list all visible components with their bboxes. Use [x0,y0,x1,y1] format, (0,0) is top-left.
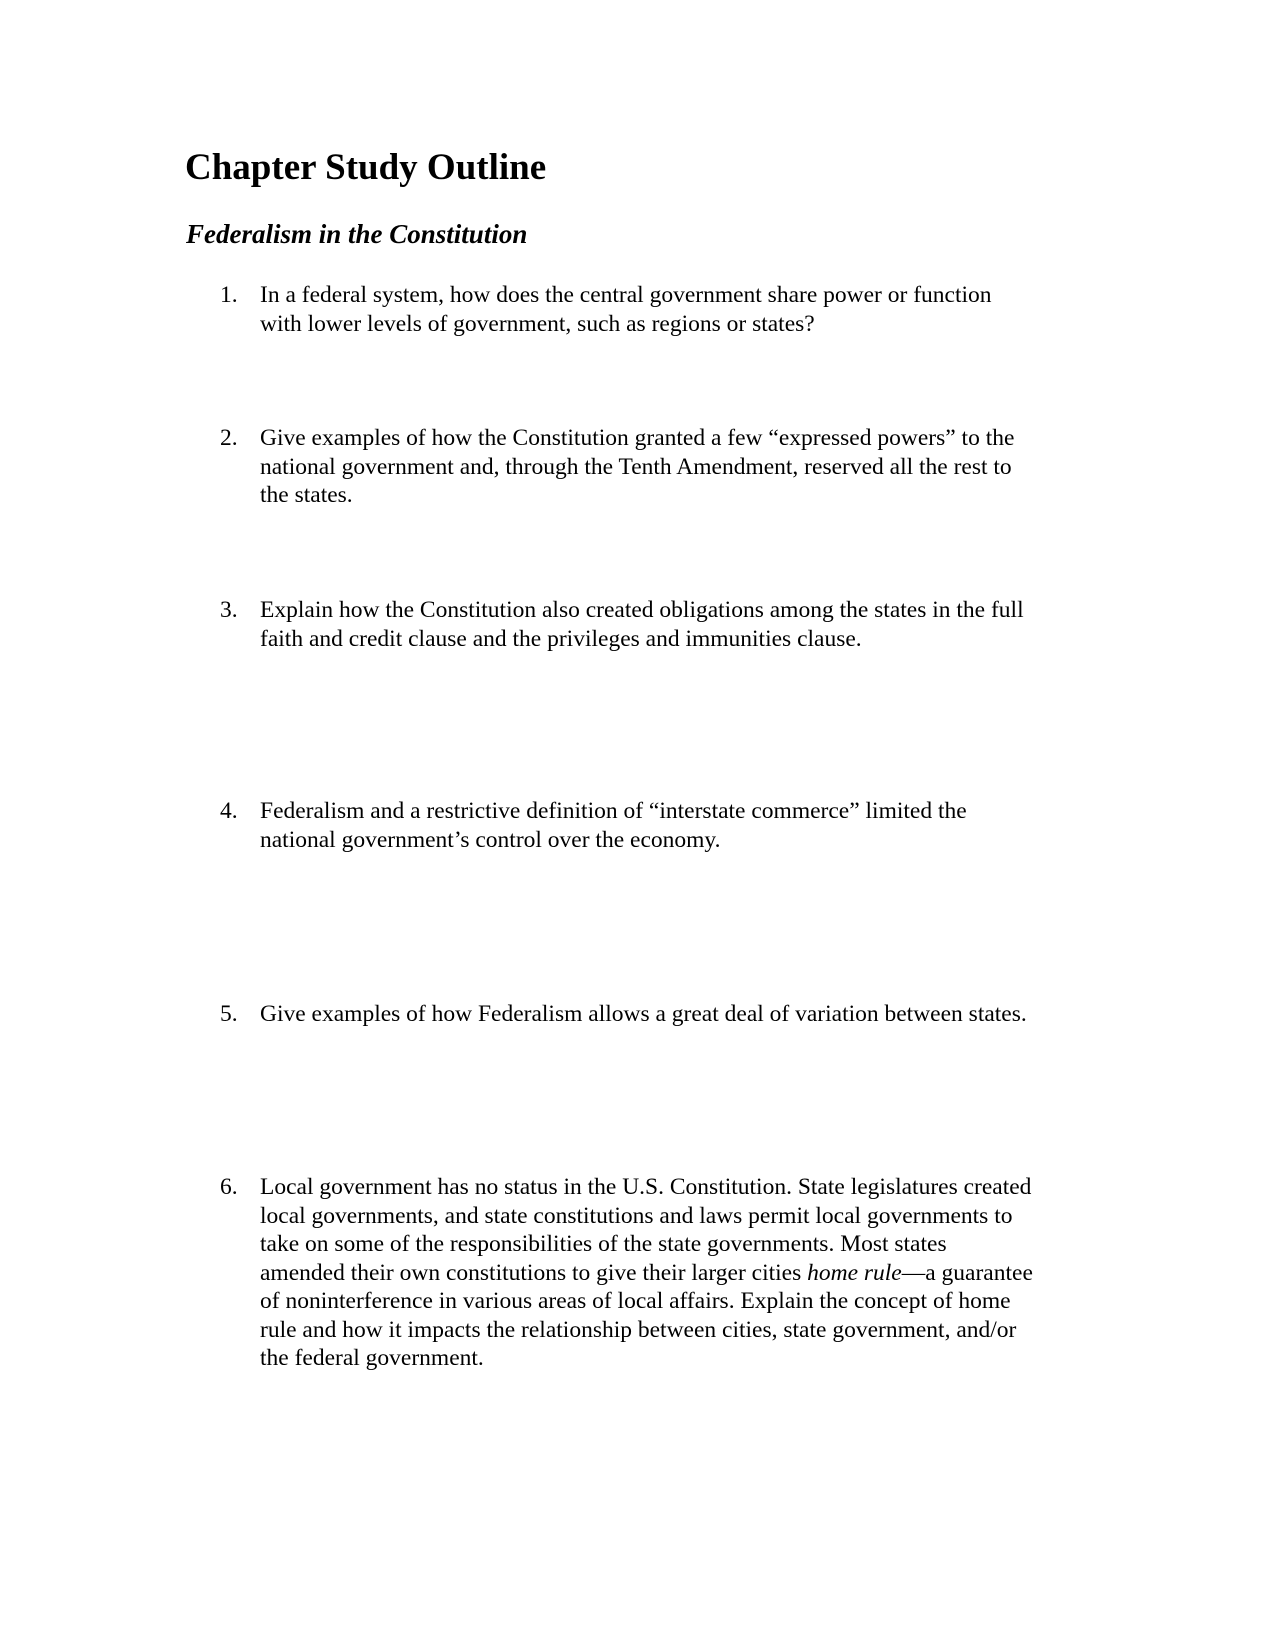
question-line-text: amended their own constitutions to give their larger cities [260,1259,808,1286]
question-line: with lower levels of government, such as regions or states? [260,310,815,337]
question-number: 5. [220,1001,238,1027]
question-item-2 [220,424,1100,510]
question-item-3 [220,596,1100,653]
question-line: of noninterference in various areas of local affairs. Explain the concept of home [260,1288,1011,1314]
question-line: national government and, through the Tenth Amendment, reserved all the rest to [260,453,1012,480]
question-number: 4. [220,798,238,824]
question-text [260,1173,1100,1373]
question-text [260,424,1100,510]
question-line: Explain how the Constitution also created obligations among the states in the full [260,597,1024,623]
question-number: 3. [220,597,238,623]
question-item-5 [220,1000,1100,1029]
page-title: Chapter Study Outline [185,147,547,188]
question-number: 2. [220,425,238,451]
question-line: faith and credit clause and the privileges and immunities clause. [260,625,862,652]
question-line: In a federal system, how does the central government share power or function [260,282,992,308]
question-item-6 [220,1173,1100,1373]
question-text [260,797,1100,854]
question-number: 6. [220,1174,238,1200]
question-line: Give examples of how Federalism allows a great deal of variation between states. [260,1001,1027,1027]
home-rule-term: home rule [807,1259,902,1286]
question-item-1 [220,281,1100,338]
question-line: the states. [260,482,353,508]
question-line: local governments, and state constitutions and laws permit local governments to [260,1202,1013,1229]
question-line: Give examples of how the Constitution granted a few “expressed powers” to the [260,425,1015,451]
question-text [260,281,1100,338]
question-line: national government’s control over the economy. [260,826,721,853]
question-line: Federalism and a restrictive definition of “interstate commerce” limited the [260,798,967,824]
question-line: rule and how it impacts the relationship between cities, state government, and/or [260,1316,1017,1343]
question-line-text: —a guarantee [901,1259,1033,1286]
section-heading: Federalism in the Constitution [186,219,528,249]
question-line: the federal government. [260,1345,484,1371]
question-text [260,1000,1100,1029]
question-line: take on some of the responsibilities of the state governments. Most states [260,1231,947,1257]
question-text [260,596,1100,653]
question-line: Local government has no status in the U.S. Constitution. State legislatures created [260,1174,1032,1200]
question-item-4 [220,797,1100,854]
question-line [260,1260,1033,1286]
question-number: 1. [220,282,238,308]
